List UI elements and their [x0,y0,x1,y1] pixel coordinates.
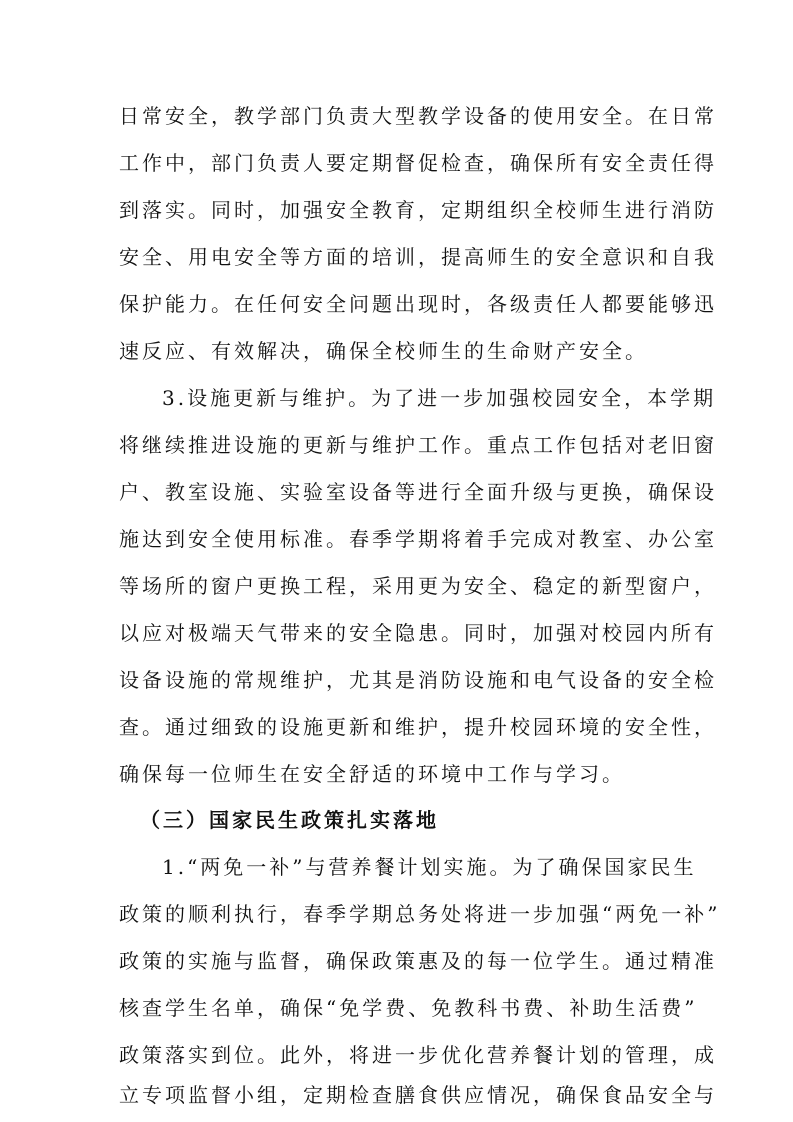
body-text-line: 保护能力。在任何安全问题出现时，各级责任人都要能够迅 [119,292,717,316]
body-text-line: 政策的实施与监督，确保政策惠及的每一位学生。通过精准 [119,949,717,973]
section-heading: （三）国家民生政策扎实落地 [140,808,439,832]
body-text-line: 设备设施的常规维护，尤其是消防设施和电气设备的安全检 [119,668,717,692]
body-text-line: 查。通过细致的设施更新和维护，提升校园环境的安全性， [119,715,717,739]
body-text-line: 工作中，部门负责人要定期督促检查，确保所有安全责任得 [119,151,717,175]
body-text-line: 政策落实到位。此外，将进一步优化营养餐计划的管理，成 [119,1043,717,1067]
body-text-line: 政策的顺利执行，春季学期总务处将进一步加强“两免一补” [119,902,721,926]
body-text-line: 以应对极端天气带来的安全隐患。同时，加强对校园内所有 [119,621,717,645]
paragraph-start-line: 3.设施更新与维护。为了进一步加强校园安全，本学期 [162,386,717,410]
body-text-line: 速反应、有效解决，确保全校师生的生命财产安全。 [119,339,648,363]
body-text-line: 核查学生名单，确保“免学费、免教科书费、补助生活费” [119,996,698,1020]
body-text-line: 等场所的窗户更换工程，采用更为安全、稳定的新型窗户， [119,574,717,598]
body-text-line: 确保每一位师生在安全舒适的环境中工作与学习。 [119,762,625,786]
body-text-line: 安全、用电安全等方面的培训，提高师生的安全意识和自我 [119,245,717,269]
paragraph-start-line: 1.“两免一补”与营养餐计划实施。为了确保国家民生 [162,855,697,879]
body-text-line: 将继续推进设施的更新与维护工作。重点工作包括对老旧窗 [119,433,717,457]
body-text-line: 户、教室设施、实验室设备等进行全面升级与更换，确保设 [119,480,717,504]
body-text-line: 日常安全，教学部门负责大型教学设备的使用安全。在日常 [119,104,717,128]
body-text-line: 到落实。同时，加强安全教育，定期组织全校师生进行消防 [119,198,717,222]
body-text-line: 立专项监督小组，定期检查膳食供应情况，确保食品安全与 [119,1083,717,1107]
body-text-line: 施达到安全使用标准。春季学期将着手完成对教室、办公室 [119,527,717,551]
